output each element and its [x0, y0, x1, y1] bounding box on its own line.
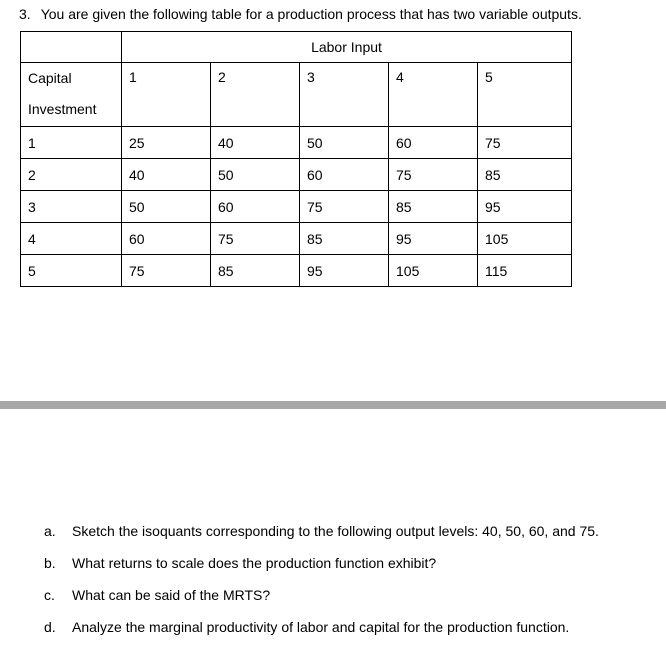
labor-input-header: Labor Input [122, 32, 572, 63]
question-title [19, 6, 582, 22]
sub-question-text: Analyze the marginal productivity of labor and capital for the production function. [72, 619, 570, 635]
capital-row-header: 4 [21, 223, 122, 255]
list-item [44, 616, 599, 648]
output-cell: 60 [389, 127, 478, 159]
output-cell: 50 [122, 191, 211, 223]
table-row [21, 223, 572, 255]
list-item [44, 520, 599, 552]
output-cell: 50 [211, 159, 300, 191]
table-row [21, 159, 572, 191]
output-cell: 85 [300, 223, 389, 255]
sub-question-text: Sketch the isoquants corresponding to the following output levels: 40, 50, 60, and 75. [72, 523, 599, 539]
production-table [20, 31, 572, 287]
sub-question-text: What returns to scale does the production function exhibit? [72, 555, 437, 571]
sub-question-letter: a. [44, 523, 56, 539]
output-cell: 50 [300, 127, 389, 159]
output-cell: 40 [211, 127, 300, 159]
output-cell: 60 [122, 223, 211, 255]
sub-question-text: What can be said of the MRTS? [72, 587, 271, 603]
output-cell: 95 [300, 255, 389, 287]
capital-row-header: 3 [21, 191, 122, 223]
sub-question-letter: b. [44, 555, 56, 571]
table-corner-cell [21, 32, 122, 63]
capital-row-header: 5 [21, 255, 122, 287]
output-cell: 85 [478, 159, 572, 191]
output-cell: 75 [122, 255, 211, 287]
output-cell: 85 [389, 191, 478, 223]
output-cell: 75 [211, 223, 300, 255]
labor-column-header: 1 [122, 63, 211, 127]
capital-row-header: 1 [21, 127, 122, 159]
labor-column-header: 4 [389, 63, 478, 127]
output-cell: 105 [478, 223, 572, 255]
table-row [21, 127, 572, 159]
output-cell: 75 [389, 159, 478, 191]
output-cell: 115 [478, 255, 572, 287]
section-divider [0, 401, 666, 409]
list-item [44, 584, 599, 616]
output-cell: 40 [122, 159, 211, 191]
output-cell: 60 [211, 191, 300, 223]
output-cell: 105 [389, 255, 478, 287]
output-cell: 95 [478, 191, 572, 223]
sub-question-letter: c. [44, 587, 55, 603]
sub-question-letter: d. [44, 619, 56, 635]
list-item [44, 552, 599, 584]
labor-column-header: 2 [211, 63, 300, 127]
labor-column-header: 3 [300, 63, 389, 127]
output-cell: 95 [389, 223, 478, 255]
output-cell: 25 [122, 127, 211, 159]
capital-investment-header: Capital Investment [21, 63, 122, 127]
table-row [21, 191, 572, 223]
question-text: You are given the following table for a production process that has two variable outputs. [40, 6, 582, 22]
question-number: 3. [19, 6, 31, 22]
output-cell: 85 [211, 255, 300, 287]
table-row [21, 255, 572, 287]
output-cell: 60 [300, 159, 389, 191]
capital-row-header: 2 [21, 159, 122, 191]
sub-question-list [44, 520, 599, 648]
output-cell: 75 [478, 127, 572, 159]
labor-column-header: 5 [478, 63, 572, 127]
output-cell: 75 [300, 191, 389, 223]
